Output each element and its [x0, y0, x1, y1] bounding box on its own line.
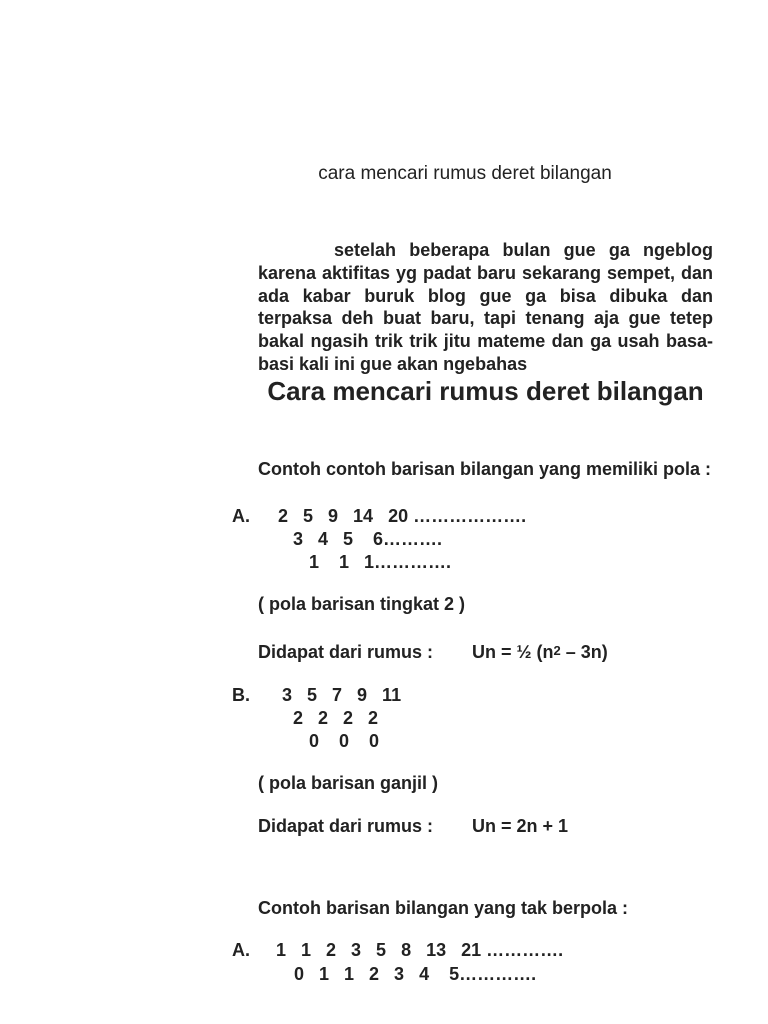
- intro-text: setelah beberapa bulan gue ga ngeblog karena aktifitas yg padat baru sekarang sempet, dan ada kabar buruk blog gue ga bisa dibuka dan terpaksa deh buat baru, tapi tenang aja gue tetep bakal ngasih trik trik jitu mateme dan ga usah basa-basi kali ini gue akan ngebahas: [258, 240, 713, 374]
- patterned-intro: Contoh contoh barisan bilangan yang memiliki pola :: [258, 459, 712, 479]
- example-b-row-1: 3 5 7 9 11: [282, 685, 402, 705]
- formula-a-rhs: – 3n): [560, 642, 608, 662]
- note-pattern-level-2: ( pola barisan tingkat 2 ): [258, 594, 466, 614]
- example-b-row-3: 0 0 0: [309, 731, 380, 751]
- example-a-row-2: 3 4 5 6……….: [293, 529, 443, 549]
- example-b-row-2: 2 2 2 2: [293, 708, 379, 728]
- formula-b: Un = 2n + 1: [472, 816, 569, 836]
- note-odd-pattern: ( pola barisan ganjil ): [258, 773, 439, 793]
- unpatterned-intro: Contoh barisan bilangan yang tak berpola :: [258, 898, 629, 918]
- formula-a-lhs: Un = ½ (n: [472, 642, 554, 662]
- unpatterned-example-a-row-1: 1 1 2 3 5 8 13 21 ………….: [276, 940, 564, 960]
- document-title: cara mencari rumus deret bilangan: [318, 163, 612, 184]
- formula-a-prefix: Didapat dari rumus :: [258, 642, 434, 662]
- example-a-row-3: 1 1 1………….: [309, 552, 452, 572]
- formula-a-exponent: 2: [553, 643, 561, 658]
- example-b-label: B.: [232, 685, 250, 705]
- example-a-row-1: 2 5 9 14 20 ……………….: [278, 506, 527, 526]
- formula-b-prefix: Didapat dari rumus :: [258, 816, 434, 836]
- unpatterned-example-a-row-2: 0 1 1 2 3 4 5………….: [294, 964, 537, 984]
- unpatterned-example-a-label: A.: [232, 940, 250, 960]
- example-a-label: A.: [232, 506, 250, 526]
- formula-a: [472, 642, 608, 663]
- article-heading: Cara mencari rumus deret bilangan: [267, 376, 704, 406]
- intro-paragraph: [258, 239, 713, 376]
